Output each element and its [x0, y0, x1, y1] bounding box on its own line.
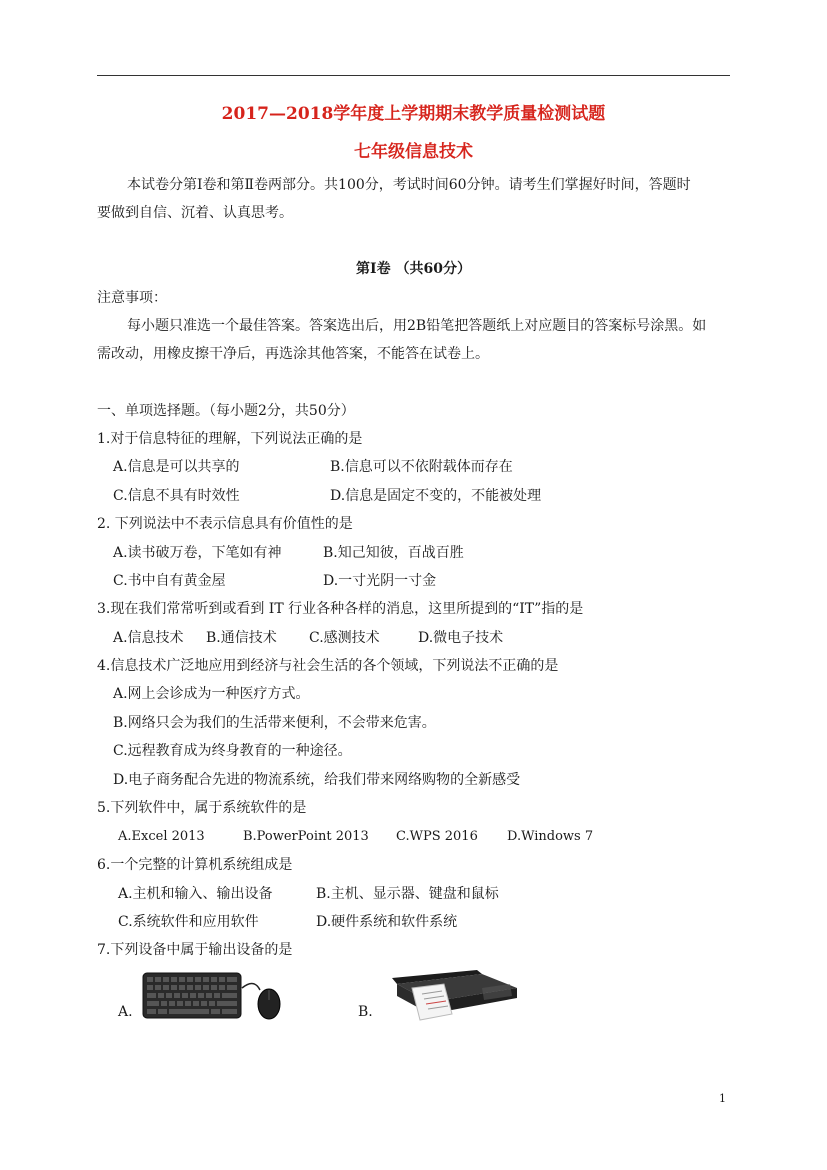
option-a: A.网上会诊成为一种医疗方式。	[113, 686, 310, 702]
notice-line-1: 每小题只准选一个最佳答案。答案选出后，用2B铅笔把答题纸上对应题目的答案标号涂黑。如	[127, 318, 707, 334]
option-c: C.感测技术	[309, 630, 380, 646]
intro-line-2: 要做到自信、沉着、认真思考。	[97, 205, 293, 221]
option-d: D.硬件系统和软件系统	[316, 914, 458, 930]
notice-label: 注意事项：	[97, 290, 167, 306]
option-a: A.主机和输入、输出设备	[118, 886, 273, 902]
question-stem: 1.对于信息特征的理解，下列说法正确的是	[97, 431, 363, 447]
option-c: C.远程教育成为终身教育的一种途径。	[113, 743, 352, 759]
scanner-image	[382, 966, 522, 1022]
question-stem: 6.一个完整的计算机系统组成是	[97, 857, 293, 873]
option-a: A.Excel 2013	[118, 829, 205, 844]
option-b: B.网络只会为我们的生活带来便利，不会带来危害。	[113, 715, 436, 731]
exam-subtitle: 七年级信息技术	[354, 142, 473, 162]
question-stem: 4.信息技术广泛地应用到经济与社会生活的各个领域，下列说法不正确的是	[97, 658, 559, 674]
option-b: B.通信技术	[206, 630, 277, 646]
option-b: B.主机、显示器、键盘和鼠标	[316, 886, 499, 902]
option-b: B.PowerPoint 2013	[243, 829, 369, 844]
option-d: D.Windows 7	[507, 829, 594, 844]
page-number: 1	[719, 1092, 726, 1105]
question-stem: 2. 下列说法中不表示信息具有价值性的是	[97, 516, 353, 532]
option-c: C.系统软件和应用软件	[118, 914, 259, 930]
option-a: A.信息技术	[113, 630, 184, 646]
option-b: B.	[358, 1004, 373, 1020]
option-d: D.信息是固定不变的，不能被处理	[330, 488, 542, 504]
keyboard-image	[142, 970, 288, 1022]
section1-heading: 一、单项选择题。（每小题2分，共50分）	[97, 403, 355, 419]
header-rule	[97, 75, 730, 76]
option-c: C.信息不具有时效性	[113, 488, 240, 504]
intro-line-1: 本试卷分第Ⅰ卷和第Ⅱ卷两部分。共100分，考试时间60分钟。请考生们掌握好时间，答题时	[127, 177, 691, 193]
option-a: A.	[118, 1004, 133, 1020]
question-stem: 5.下列软件中，属于系统软件的是	[97, 800, 307, 816]
option-d: D.微电子技术	[418, 630, 504, 646]
part1-heading: 第Ⅰ卷 （共60分）	[356, 261, 471, 277]
exam-title: 2017—2018学年度上学期期末教学质量检测试题	[221, 104, 606, 124]
option-b: B.信息可以不依附载体而存在	[330, 459, 513, 475]
option-d: D.一寸光阴一寸金	[323, 573, 437, 589]
option-d: D.电子商务配合先进的物流系统，给我们带来网络购物的全新感受	[113, 772, 521, 788]
question-stem: 3.现在我们常常听到或看到 IT 行业各种各样的消息，这里所提到的“IT”指的是	[97, 601, 584, 617]
question-stem: 7.下列设备中属于输出设备的是	[97, 942, 293, 958]
option-c: C.WPS 2016	[396, 829, 478, 844]
notice-line-2: 需改动，用橡皮擦干净后，再选涂其他答案，不能答在试卷上。	[97, 346, 489, 362]
option-a: A.读书破万卷，下笔如有神	[113, 545, 282, 561]
option-c: C.书中自有黄金屋	[113, 573, 226, 589]
option-b: B.知己知彼，百战百胜	[323, 545, 464, 561]
option-a: A.信息是可以共享的	[113, 459, 240, 475]
